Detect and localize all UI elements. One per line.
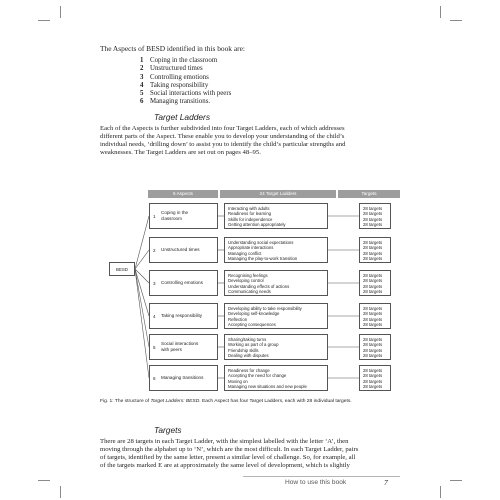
- structure-figure: [100, 190, 400, 392]
- crop-mark: [38, 480, 50, 481]
- targets-box: 28 targets 28 targets 28 targets 28 targets: [359, 270, 391, 296]
- intro-text: The Aspects of BESD identified in this book are:: [100, 44, 245, 53]
- crop-mark: [450, 480, 462, 481]
- list-item: 1 Coping in the classroom: [140, 57, 218, 64]
- aspect-box: 6 Managing transitions: [149, 365, 218, 391]
- aspect-list: [140, 57, 231, 107]
- crop-mark: [60, 486, 61, 498]
- header-aspects: 6 Aspects: [148, 190, 218, 198]
- list-item: 2 Unstructured times: [140, 65, 203, 73]
- figure-caption: Fig. 1: The structure of Target Ladders: BESD. Each Aspect has four Target Ladders, each with 28 individual targets.: [100, 399, 352, 404]
- section-heading-target-ladders: Target Ladders: [154, 112, 211, 122]
- list-item: 3 Controlling emotions: [140, 73, 209, 81]
- aspect-box: 2 Unstructured times: [149, 237, 218, 263]
- paragraph-target-ladders: Each of the Aspects is further subdivided into four Target Ladders, each of which addresses different parts of the Aspect. These enable you to develop your understanding of the child’s individual needs, ‘drilling down’ to assist you to identify the child’s particular strengths and weaknesses. The Target Ladders are set out on pages 48–95.: [100, 125, 346, 157]
- crop-mark: [440, 6, 441, 18]
- ladder-box: Sharing/taking turns Working as part of a group Friendship skills Dealing with disputes: [224, 334, 328, 360]
- crop-mark: [450, 20, 462, 21]
- aspect-box: 1 Coping in the classroom: [149, 203, 218, 229]
- page-number: 7: [384, 478, 388, 487]
- paragraph-targets: There are 28 targets in each Target Ladder, with the simplest labelled with the letter ‘A’, then moving through the alphabet up to ‘N’, which are the most difficult. In each Target Ladder, pairs of targets, identified by the same letter, present a similar level of challenge. So, for example, all of the targets marked E are at approximately the same level of development, which is slightly: [100, 438, 359, 470]
- ladder-box: Readiness for change Accepting the need for change Moving on Managing new situations and new people: [224, 365, 328, 391]
- list-item: 6 Managing transitions.: [140, 98, 211, 106]
- targets-box: 28 targets 28 targets 28 targets 28 targets: [359, 203, 391, 229]
- targets-box: 28 targets 28 targets 28 targets 28 targets: [359, 237, 391, 263]
- list-item: 4 Taking responsibility: [140, 81, 209, 89]
- targets-box: 28 targets 28 targets 28 targets 28 targets: [359, 303, 391, 329]
- crop-mark: [440, 486, 441, 498]
- footer-running-title: How to use this book: [285, 479, 347, 486]
- crop-mark: [60, 6, 61, 18]
- aspect-box: 4 Taking responsibility: [149, 303, 218, 329]
- ladder-box: Interacting with adults Readiness for learning Skills for independence Getting attention appropriately: [224, 203, 328, 229]
- root-node-besd: BESD: [109, 262, 135, 276]
- ladder-box: Recognising feelings Developing control Understanding effects of actions Communicating needs: [224, 270, 328, 296]
- header-target-ladders: 24 Target Ladders: [220, 190, 336, 198]
- list-item: 5 Social interactions with peers: [140, 90, 232, 98]
- ladder-box: Understanding social expectations Appropriate interactions Managing conflict Managing the play-to-work transition: [224, 237, 328, 263]
- aspect-box: 3 Controlling emotions: [149, 270, 218, 296]
- aspect-box: 5 Social interactions with peers: [149, 334, 218, 360]
- header-targets: Targets: [338, 190, 400, 198]
- ladder-box: Developing ability to take responsibility Developing self-knowledge Reflection Accepting consequences: [224, 303, 328, 329]
- footer-rule: [243, 476, 400, 477]
- targets-box: 28 targets 28 targets 28 targets 28 targets: [359, 365, 391, 391]
- crop-mark: [38, 20, 50, 21]
- targets-box: 28 targets 28 targets 28 targets 28 targets: [359, 334, 391, 360]
- section-heading-targets: Targets: [154, 425, 182, 435]
